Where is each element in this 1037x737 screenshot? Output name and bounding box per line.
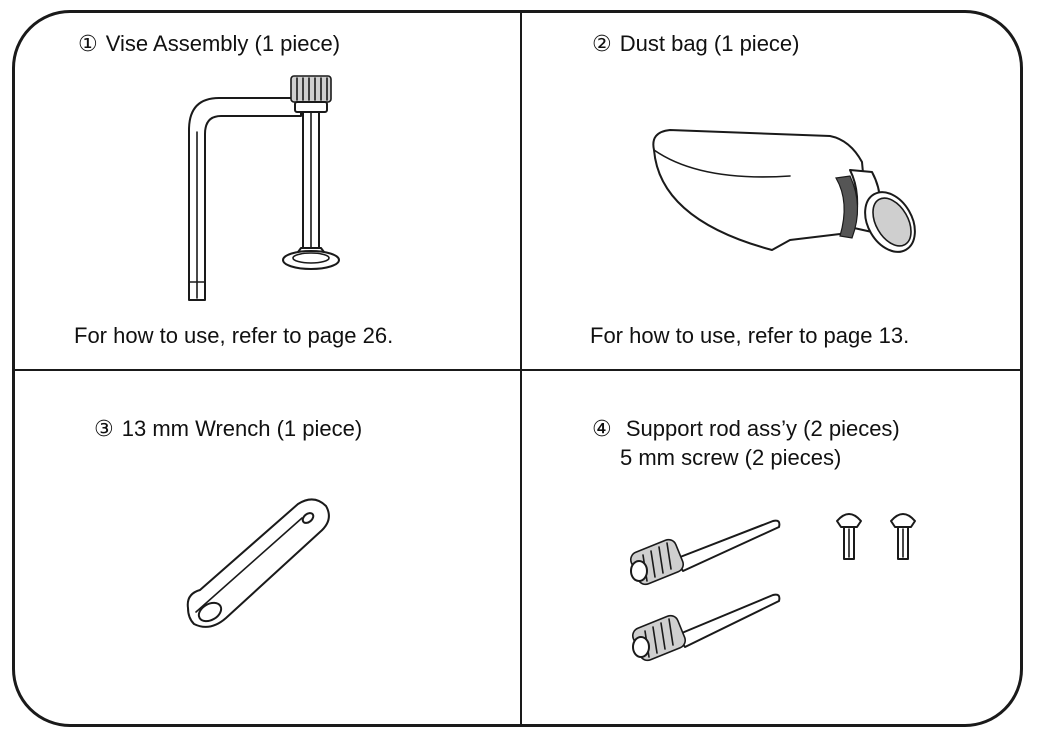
column-divider — [520, 10, 522, 727]
item-1-title-text: Vise Assembly (1 piece) — [105, 31, 341, 56]
item-3-marker: ③ — [94, 416, 114, 441]
item-3-title — [94, 415, 362, 443]
item-1-title — [78, 30, 340, 58]
item-1-marker: ① — [78, 31, 98, 56]
dust-bag-icon — [640, 110, 920, 270]
item-3-title-text: 13 mm Wrench (1 piece) — [121, 416, 363, 441]
item-4-subtitle: 5 mm screw (2 pieces) — [620, 445, 842, 470]
item-4-marker: ④ — [592, 416, 612, 441]
item-4-title — [592, 415, 900, 443]
row-divider — [12, 369, 1023, 371]
item-2-marker: ② — [592, 31, 612, 56]
wrench-icon — [180, 490, 340, 640]
item-2-caption: For how to use, refer to page 13. — [590, 323, 910, 348]
item-1-caption: For how to use, refer to page 26. — [74, 323, 394, 348]
support-rod-and-screw-icon — [625, 505, 935, 675]
item-2-title — [592, 30, 800, 58]
item-4-title-text: Support rod ass’y (2 pieces) — [619, 416, 900, 441]
vise-assembly-icon — [175, 70, 355, 310]
item-2-title-text: Dust bag (1 piece) — [619, 31, 800, 56]
